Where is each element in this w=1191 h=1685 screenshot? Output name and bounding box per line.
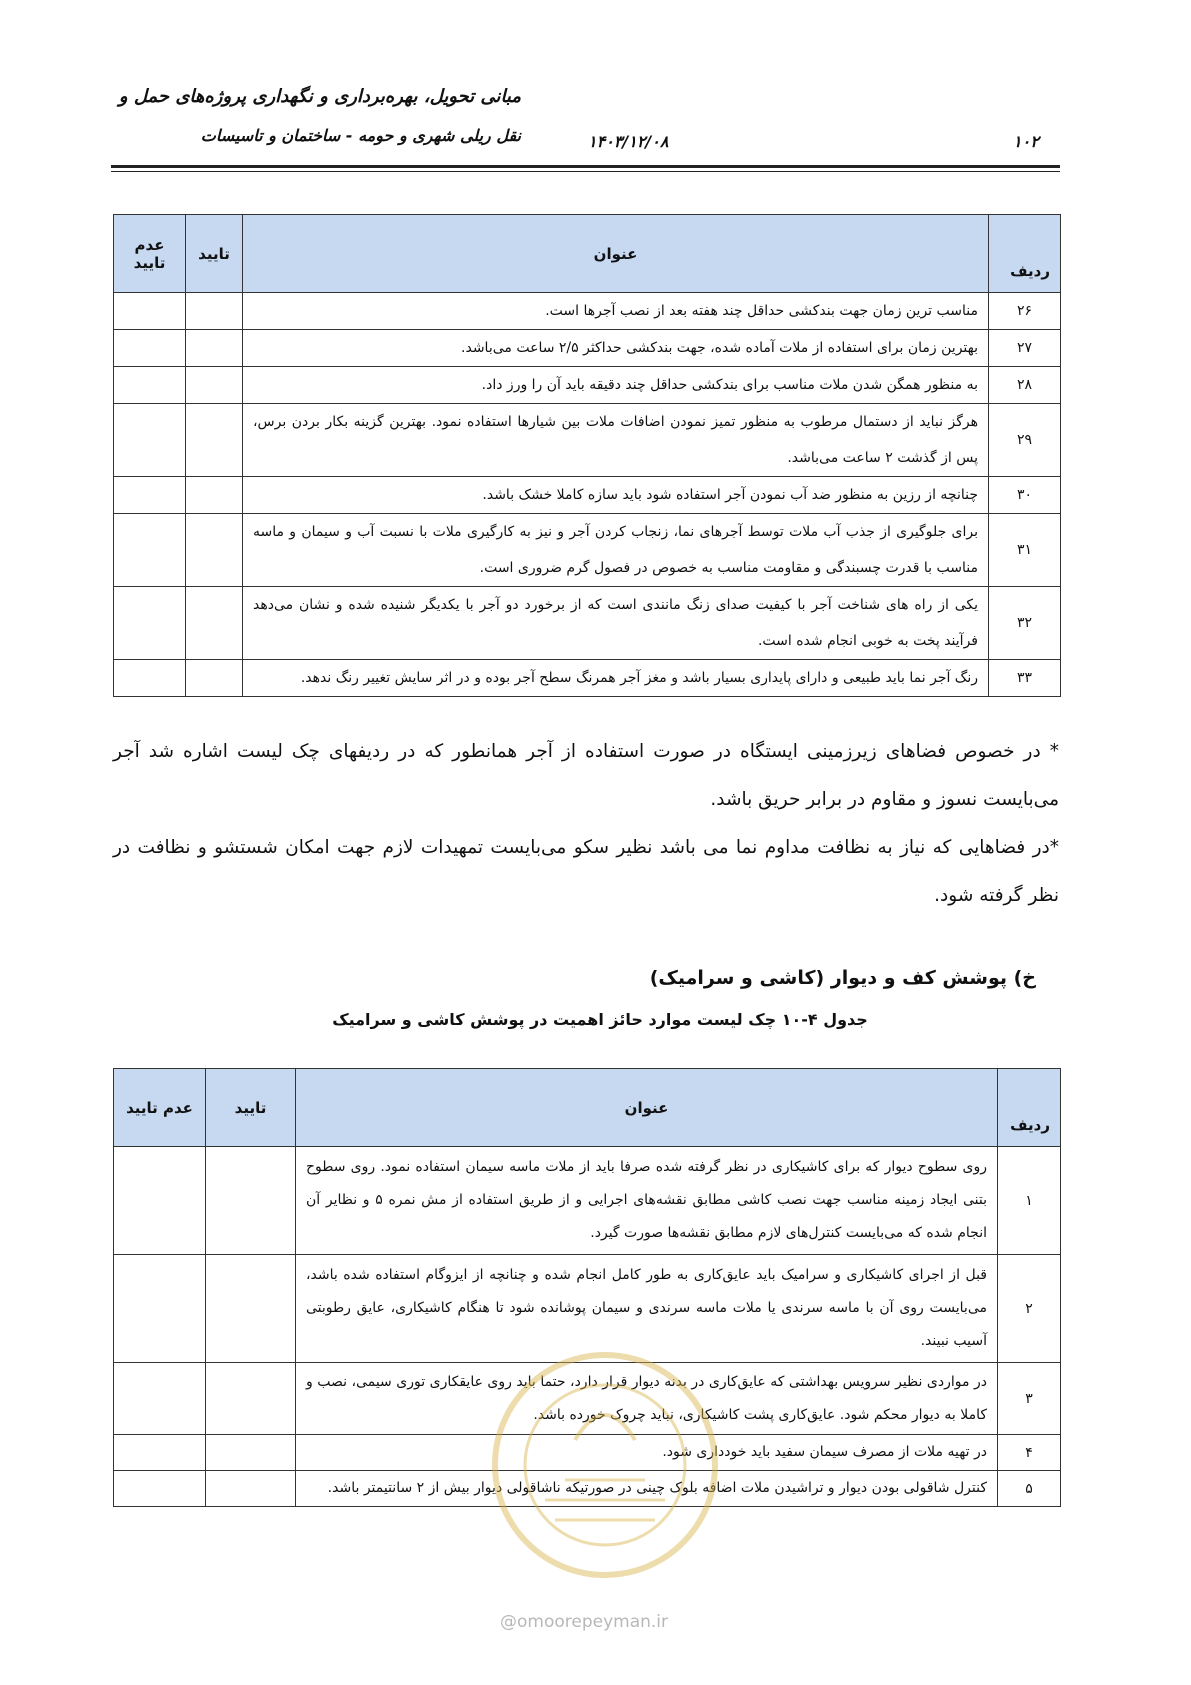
approve-cell[interactable]: [186, 330, 243, 367]
row-number: ۳: [998, 1363, 1061, 1435]
column-header-radif: ردیف: [998, 1069, 1061, 1147]
approve-cell[interactable]: [186, 404, 243, 477]
header-rule: [111, 165, 1060, 168]
reject-cell[interactable]: [114, 1435, 206, 1471]
approve-cell[interactable]: [186, 477, 243, 514]
row-number: ۵: [998, 1471, 1061, 1507]
row-text: هرگز نباید از دستمال مرطوب به منظور تمیز نمودن اضافات ملات بین شیارها استفاده نمود. بهترین گزینه بکار بردن برس، پس از گذشت ۲ ساعت می‌باشد.: [243, 404, 989, 477]
row-text: کنترل شاقولی بودن دیوار و تراشیدن ملات اضافه بلوک چینی در صورتیکه ناشاقولی دیوار بیش از ۲ سانتیمتر باشد.: [296, 1471, 998, 1507]
row-text: در تهیه ملات از مصرف سیمان سفید باید خودداری شود.: [296, 1435, 998, 1471]
table-caption: جدول ۴-۱۰ چک لیست موارد حائز اهمیت در پوشش کاشی و سرامیک: [332, 1010, 868, 1029]
row-text: در مواردی نظیر سرویس بهداشتی که عایق‌کاری در بدنه دیوار قرار دارد، حتما باید روی عایقکاری توری سیمی، نصب و کاملا به دیوار محکم شود. عایق‌کاری پشت کاشیکاری، نباید چروک خورده باشد.: [296, 1363, 998, 1435]
approve-cell[interactable]: [186, 587, 243, 660]
checklist-table-bricks: [113, 214, 1061, 697]
row-text: یکی از راه های شناخت آجر با کیفیت صدای زنگ مانندی است که از برخورد دو آجر با یکدیگر شنیده شده و نشان می‌دهد فرآیند پخت به خوبی انجام شده است.: [243, 587, 989, 660]
header-title-line1: مبانی تحویل، بهره‌برداری و نگهداری پروژه‌های حمل و: [118, 86, 521, 107]
reject-cell[interactable]: [114, 514, 186, 587]
column-header-reject: عدم تایید: [114, 1069, 206, 1147]
column-header-title: عنوان: [296, 1069, 998, 1147]
watermark-text: @omoorepeyman.ir: [500, 1612, 669, 1632]
approve-cell[interactable]: [206, 1363, 296, 1435]
table-row: [114, 1363, 1061, 1435]
reject-cell[interactable]: [114, 330, 186, 367]
page-number: ۱۰۲: [1013, 132, 1039, 151]
table-row: [114, 404, 1061, 477]
reject-cell[interactable]: [114, 404, 186, 477]
table-row: [114, 293, 1061, 330]
approve-cell[interactable]: [186, 367, 243, 404]
approve-cell[interactable]: [206, 1147, 296, 1255]
header-title-line2: نقل ریلی شهری و حومه - ساختمان و تاسیسات: [200, 126, 521, 145]
row-number: ۳۳: [989, 660, 1061, 697]
reject-cell[interactable]: [114, 367, 186, 404]
approve-cell[interactable]: [186, 514, 243, 587]
table-row: [114, 514, 1061, 587]
row-number: ۲: [998, 1255, 1061, 1363]
header-rule-thin: [111, 171, 1060, 172]
column-header-title: عنوان: [243, 215, 989, 293]
reject-cell[interactable]: [114, 1147, 206, 1255]
approve-cell[interactable]: [206, 1255, 296, 1363]
checklist-table-tiles: [113, 1068, 1061, 1507]
table-row: [114, 1147, 1061, 1255]
row-number: ۴: [998, 1435, 1061, 1471]
column-header-approve: تایید: [186, 215, 243, 293]
row-number: ۳۲: [989, 587, 1061, 660]
note-paragraph: *در فضاهایی که نیاز به نظافت مداوم نما می باشد نظیر سکو می‌بایست تمهیدات لازم جهت امکان شستشو و نظافت در نظر گرفته شود.: [113, 837, 1059, 906]
table-row: [114, 587, 1061, 660]
row-number: ۱: [998, 1147, 1061, 1255]
row-number: ۲۶: [989, 293, 1061, 330]
table-row: [114, 477, 1061, 514]
section-heading: خ) پوشش کف و دیوار (کاشی و سرامیک): [649, 967, 1036, 989]
row-number: ۳۱: [989, 514, 1061, 587]
approve-cell[interactable]: [206, 1471, 296, 1507]
column-header-approve: تایید: [206, 1069, 296, 1147]
table-row: [114, 660, 1061, 697]
reject-cell[interactable]: [114, 1471, 206, 1507]
notes-block: [113, 728, 1059, 920]
approve-cell[interactable]: [206, 1435, 296, 1471]
row-number: ۲۷: [989, 330, 1061, 367]
reject-cell[interactable]: [114, 660, 186, 697]
approve-cell[interactable]: [186, 293, 243, 330]
note-paragraph: * در خصوص فضاهای زیرزمینی ایستگاه در صورت استفاده از آجر همانطور که در ردیفهای چک لیست اشاره شد آجر می‌بایست نسوز و مقاوم در برابر حریق باشد.: [113, 741, 1059, 810]
header-date: ۱۴۰۳/۱۲/۰۸: [588, 132, 669, 151]
reject-cell[interactable]: [114, 1255, 206, 1363]
table-row: [114, 330, 1061, 367]
table-row: [114, 1255, 1061, 1363]
row-text: رنگ آجر نما باید طبیعی و دارای پایداری بسیار باشد و مغز آجر همرنگ سطح آجر بوده و در اثر سایش تغییر رنگ ندهد.: [243, 660, 989, 697]
row-number: ۲۹: [989, 404, 1061, 477]
reject-cell[interactable]: [114, 477, 186, 514]
table-row: [114, 1471, 1061, 1507]
reject-cell[interactable]: [114, 587, 186, 660]
table-row: [114, 1435, 1061, 1471]
reject-cell[interactable]: [114, 1363, 206, 1435]
row-text: قبل از اجرای کاشیکاری و سرامیک باید عایق‌کاری به طور کامل انجام شده و چنانچه از ایزوگام استفاده شده باشد، می‌بایست روی آن با ماسه سرندی یا ملات ماسه سرندی و سیمان پوشانده شود تا هنگام کاشیکاری، عایق رطوبتی آسیب نبیند.: [296, 1255, 998, 1363]
row-number: ۳۰: [989, 477, 1061, 514]
row-text: برای جلوگیری از جذب آب ملات توسط آجرهای نما، زنجاب کردن آجر و نیز به کارگیری ملات با نسبت آب و سیمان و ماسه مناسب با قدرت چسبندگی و مقاومت مناسب به خصوص در فصول گرم ضروری است.: [243, 514, 989, 587]
row-text: به منظور همگن شدن ملات مناسب برای بندکشی حداقل چند دقیقه باید آن را ورز داد.: [243, 367, 989, 404]
table-row: [114, 367, 1061, 404]
row-text: مناسب ترین زمان جهت بندکشی حداقل چند هفته بعد از نصب آجرها است.: [243, 293, 989, 330]
row-number: ۲۸: [989, 367, 1061, 404]
column-header-radif: ردیف: [989, 215, 1061, 293]
row-text: چنانچه از رزین به منظور ضد آب نمودن آجر استفاده شود باید سازه کاملا خشک باشد.: [243, 477, 989, 514]
approve-cell[interactable]: [186, 660, 243, 697]
reject-cell[interactable]: [114, 293, 186, 330]
row-text: بهترین زمان برای استفاده از ملات آماده شده، جهت بندکشی حداکثر ۲/۵ ساعت می‌باشد.: [243, 330, 989, 367]
column-header-reject: عدم تایید: [114, 215, 186, 293]
row-text: روی سطوح دیوار که برای کاشیکاری در نظر گرفته شده صرفا باید از ملات ماسه سیمان استفاده نمود. روی سطوح بتنی ایجاد زمینه مناسب جهت نصب کاشی مطابق نقشه‌های اجرایی و از طریق استفاده از مش نمره ۵ و نظایر آن انجام شده که می‌بایست کنترل‌های لازم مطابق نقشه‌ها صورت گیرد.: [296, 1147, 998, 1255]
